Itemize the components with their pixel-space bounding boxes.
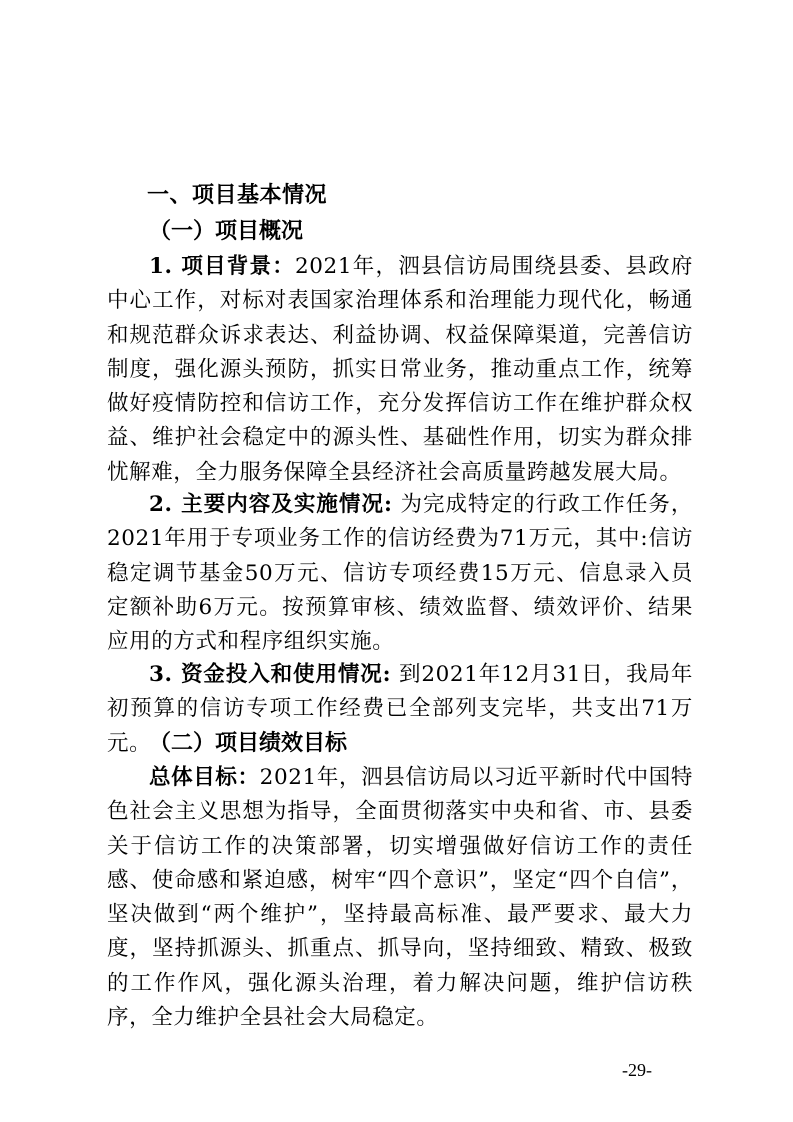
paragraph-text: 2021年，泗县信访局以习近平新时代中国特色社会主义思想为指导，全面贯彻落实中央和省、市、县委关于信访工作的决策部署，切实增强做好信访工作的责任感、使命感和紧迫感，树牢“四个意识”，坚定“四个自信”，坚决做到“两个维护”，坚持最高标准、最严要求、最大力度，坚持抓源头、抓重点、抓导向，坚持细致、精致、极致的工作作风，强化源头治理，着力解决问题，维护信访秩序，全力维护全县社会大局稳定。 [107, 765, 693, 1031]
paragraph-main-content [107, 488, 693, 659]
paragraph-lead-separator: ： [237, 765, 260, 790]
paragraph-text: 到2021年12月31日，我局年初预算的信访专项工作经费已全部列支完毕，共支出71万元。 [107, 662, 694, 756]
paragraph-lead: 1. 项目背景 [149, 254, 273, 279]
paragraph-lead: 总体目标 [149, 765, 238, 790]
paragraph-lead: 2. 主要内容及实施情况: [149, 492, 393, 517]
subsection-heading-performance-goals: （二）项目绩效目标 [149, 730, 348, 756]
paragraph-overall-goal [107, 761, 693, 1035]
paragraph-lead: 3. 资金投入和使用情况: [149, 662, 392, 687]
paragraph-lead-separator: ： [272, 254, 295, 279]
paragraph-text: 2021年，泗县信访局围绕县委、县政府中心工作，对标对表国家治理体系和治理能力现代化，畅通和规范群众诉求表达、利益协调、权益保障渠道，完善信访制度，强化源头预防，抓实日常业务，推动重点工作，统筹做好疫情防控和信访工作，充分发挥信访工作在维护群众权益、维护社会稳定中的源头性、基础性作用，切实为群众排忧解难，全力服务保障全县经济社会高质量跨越发展大局。 [107, 254, 693, 485]
paragraph-text: 为完成特定的行政工作任务，2021年用于专项业务工作的信访经费为71万元，其中:信访稳定调节基金50万元、信访专项经费15万元、信息录入员定额补助6万元。按预算审核、绩效监督、绩效评价、结果应用的方式和程序组织实施。 [107, 492, 693, 655]
paragraph-project-background [107, 250, 693, 490]
section-heading: 一、项目基本情况 [147, 182, 328, 208]
page-number: -29- [622, 1060, 652, 1080]
subsection-heading-overview: （一）项目概况 [149, 218, 304, 244]
paragraph-lead-separator [391, 662, 399, 687]
